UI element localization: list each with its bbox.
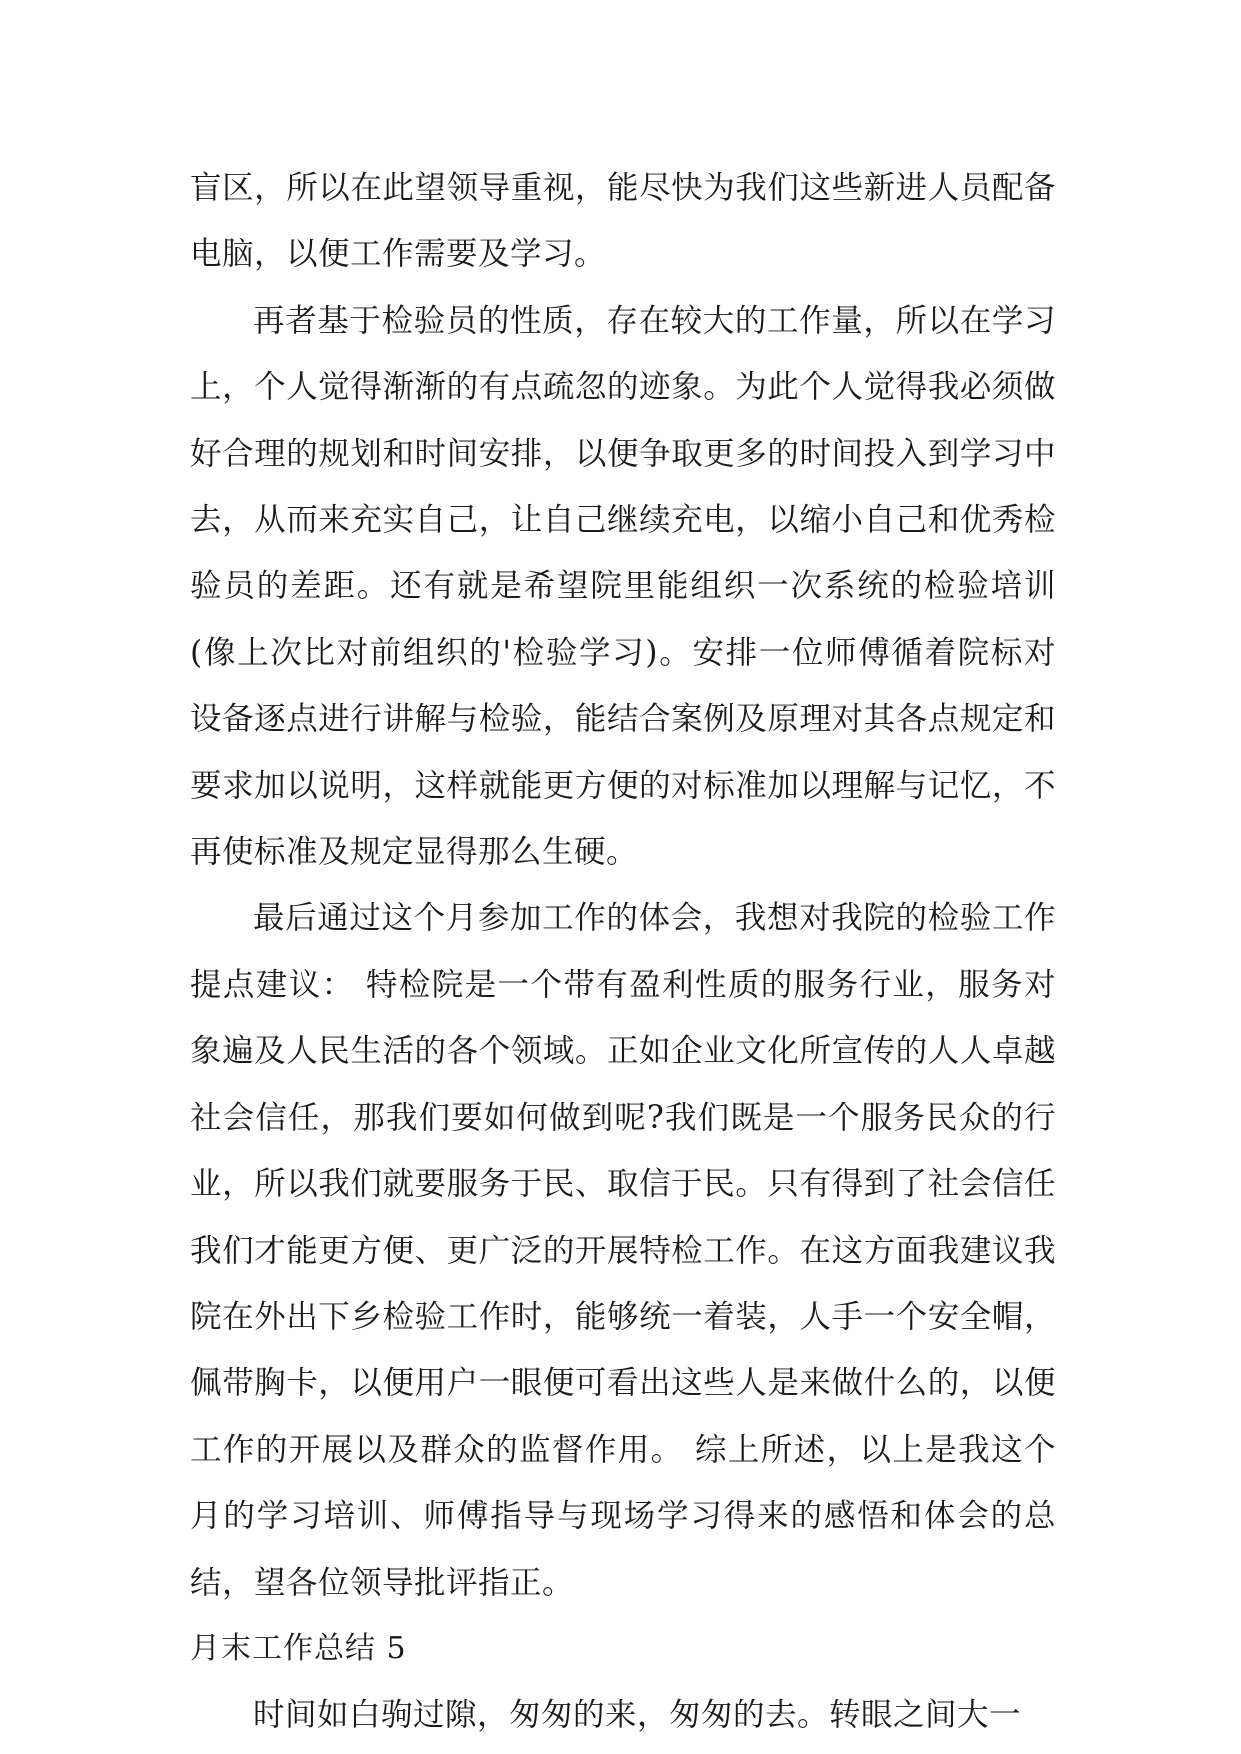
paragraph-4: 时间如白驹过隙，匆匆的来，匆匆的去。转眼之间大一 [253,1697,1022,1734]
paragraph-3: 最后通过这个月参加工作的体会，我想对我院的检验工作提点建议： 特检院是一个带有盈利性质的服务行业，服务对象遍及人民生活的各个领域。正如企业文化所宣传的人人卓越 社会信任，那我们要如何做到呢?我们既是一个服务民众的行业，所以我们就要服务于民、取信于民。只有得到了社会信任我们才能更方便、更广泛的开展特检工作。在这方面我建议我院在外出下乡检验工作时，能够统一着装，人手一个安全帽，佩带胸卡，以便用户一眼便可看出这些人是来做什么的，以便工作的开展以及群众的监督作用。 综上所述，以上是我这个月的学习培训、师傅指导与现场学习得来的感悟和体会的总结，望各位领导批评指正。 [190,900,1056,1601]
paragraph-2: 再者基于检验员的性质，存在较大的工作量，所以在学习上，个人觉得渐渐的有点疏忽的迹象。为此个人觉得我必须做好合理的规划和时间安排，以便争取更多的时间投入到学习中去，从而来充实自己，让自己继续充电，以缩小自己和优秀检验员的差距。还有就是希望院里能组织一次系统的检验培训(像上次比对前组织的'检验学习)。安排一位师傅循着院标对设备逐点进行讲解与检验，能结合案例及原理对其各点规定和要求加以说明，这样就能更方便的对标准加以理解与记忆，不再使标准及规定显得那么生硬。 [190,302,1056,871]
section-heading: 月末工作总结 5 [190,1630,407,1666]
paragraph-1: 盲区，所以在此望领导重视，能尽快为我们这些新进人员配备电脑，以便工作需要及学习。 [190,170,1056,273]
document-body [190,155,1056,1749]
